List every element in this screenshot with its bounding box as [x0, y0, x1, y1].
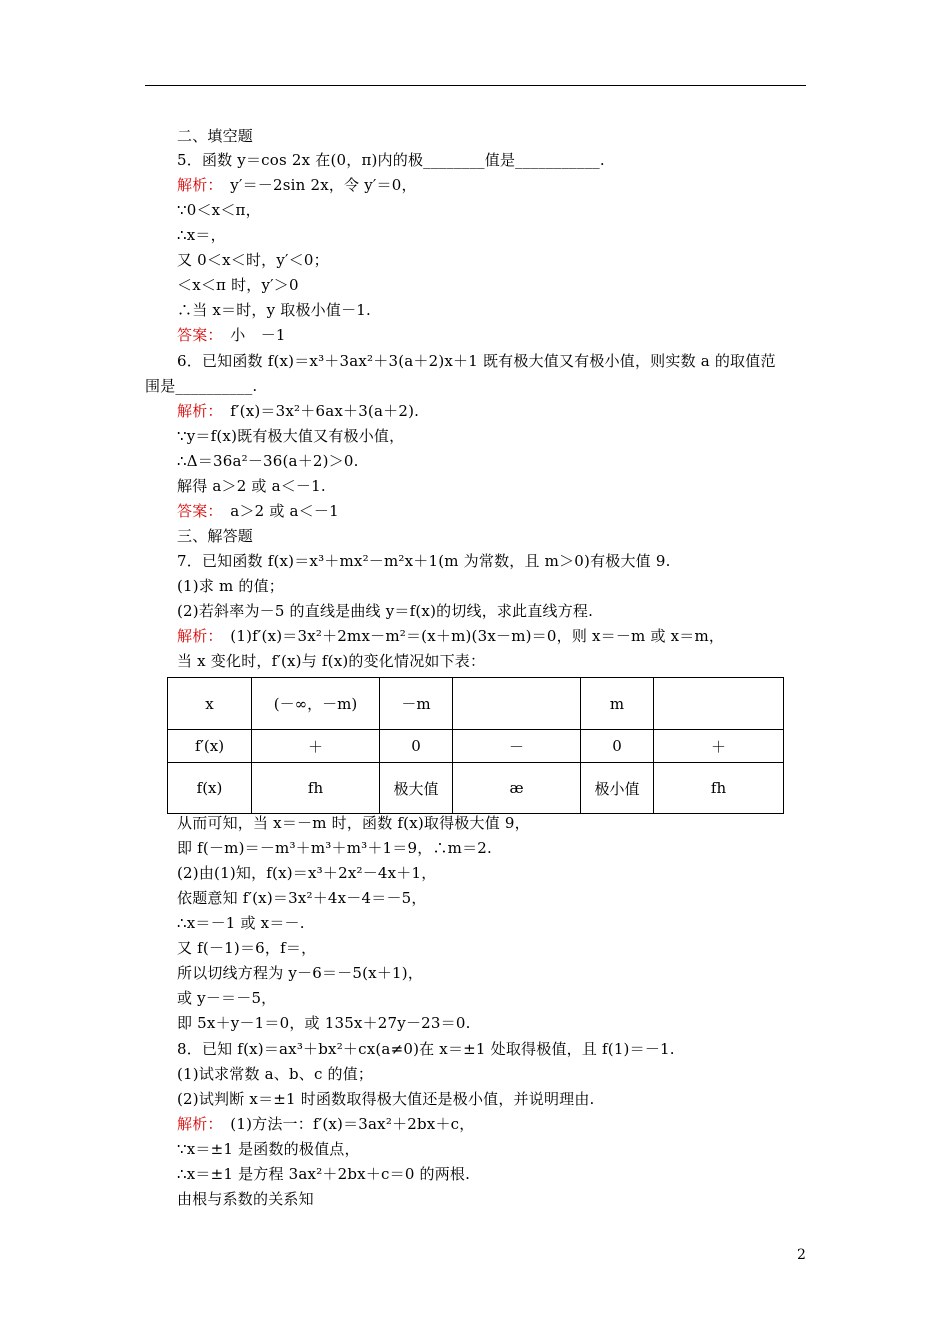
label-red: 答案：: [177, 326, 216, 344]
text-line: [177, 651, 485, 671]
table-cell: æ: [453, 763, 581, 814]
label-red: 答案：: [177, 502, 216, 520]
table-cell: ＋: [252, 730, 380, 763]
text-line: [177, 1013, 471, 1033]
text-line: [177, 626, 724, 646]
line-text: ∴x＝±1 是方程 3ax²＋2bx＋c＝0 的两根.: [177, 1165, 471, 1183]
text-line: [177, 501, 339, 521]
text-line: [177, 351, 776, 371]
text-line: [177, 451, 359, 471]
line-text: (1)试求常数 a、b、c 的值；: [177, 1065, 374, 1083]
line-text: 又 0＜x＜时，y′＜0；: [177, 251, 329, 269]
line-text: 二、填空题: [177, 127, 254, 145]
text-line: [177, 988, 276, 1008]
line-text: 又 f(－1)＝6，f＝，: [177, 939, 317, 957]
line-text: a＞2 或 a＜－1: [215, 502, 339, 520]
text-line: [177, 551, 671, 571]
text-line: [177, 426, 404, 446]
text-line: [177, 1039, 675, 1059]
line-text: 围是__________.: [145, 377, 258, 395]
line-text: ∴x＝，: [177, 226, 226, 244]
table-cell: 0: [380, 730, 453, 763]
line-text: ∵x＝±1 是函数的极值点，: [177, 1140, 360, 1158]
table-cell: f(x): [168, 763, 252, 814]
text-line: [177, 225, 226, 245]
text-line: [177, 200, 261, 220]
page-number: 2: [797, 1247, 806, 1263]
text-line: [145, 376, 257, 396]
text-line: [177, 401, 419, 421]
line-text: ∴Δ＝36a²－36(a＋2)＞0.: [177, 452, 359, 470]
line-text: 7．已知函数 f(x)＝x³＋mx²－m²x＋1(m 为常数，且 m＞0)有极大值 9.: [177, 552, 671, 570]
line-text: 从而可知，当 x＝－m 时，函数 f(x)取得极大值 9，: [177, 814, 530, 832]
line-text: ＜x＜π 时，y′＞0: [177, 276, 299, 294]
table-cell: ＋: [654, 730, 784, 763]
line-text: 6．已知函数 f(x)＝x³＋3ax²＋3(a＋2)x＋1 既有极大值又有极小值，则实数 a 的取值范: [177, 352, 776, 370]
line-text: 即 5x＋y－1＝0，或 135x＋27y－23＝0.: [177, 1014, 471, 1032]
line-text: 解得 a＞2 或 a＜－1.: [177, 477, 326, 495]
table-cell: x: [168, 678, 252, 730]
line-text: (2)由(1)知，f(x)＝x³＋2x²－4x＋1，: [177, 864, 437, 882]
table-cell: 极大值: [380, 763, 453, 814]
text-line: [177, 1089, 595, 1109]
text-line: [177, 175, 417, 195]
text-line: [177, 150, 605, 170]
variation-table: [167, 677, 784, 814]
text-line: [177, 576, 284, 596]
table-cell: fh: [252, 763, 380, 814]
line-text: ∵0＜x＜π，: [177, 201, 261, 219]
text-line: [177, 126, 253, 146]
table-cell: [654, 678, 784, 730]
line-text: 或 y－＝－5，: [177, 989, 277, 1007]
header-rule: [145, 85, 806, 86]
label-red: 解析：: [177, 402, 216, 420]
label-red: 解析：: [177, 1115, 216, 1133]
text-line: [177, 300, 371, 320]
line-text: 小 －1: [215, 326, 286, 344]
line-text: ∵y＝f(x)既有极大值又有极小值，: [177, 427, 405, 445]
label-red: 解析：: [177, 627, 216, 645]
line-text: (1)方法一：f′(x)＝3ax²＋2bx＋c，: [215, 1115, 475, 1133]
table-cell: 极小值: [581, 763, 654, 814]
text-line: [177, 1164, 470, 1184]
table-cell: －m: [380, 678, 453, 730]
line-text: 5．函数 y＝cos 2x 在(0，π)内的极________值是___________.: [177, 151, 605, 169]
text-line: [177, 813, 530, 833]
text-line: [177, 938, 316, 958]
text-line: [177, 963, 423, 983]
table-cell: (－∞，－m): [252, 678, 380, 730]
line-text: (2)试判断 x＝±1 时函数取得极大值还是极小值，并说明理由.: [177, 1090, 595, 1108]
text-line: [177, 1139, 360, 1159]
line-text: 三、解答题: [177, 527, 254, 545]
text-line: [177, 526, 253, 546]
table-cell: f′(x): [168, 730, 252, 763]
text-line: [177, 1064, 373, 1084]
text-line: [177, 913, 305, 933]
line-text: ∴当 x＝时，y 取极小值－1.: [177, 301, 371, 319]
text-line: [177, 601, 593, 621]
line-text: y′＝－2sin 2x，令 y′＝0，: [215, 176, 417, 194]
table-cell: [453, 678, 581, 730]
table-cell: －: [453, 730, 581, 763]
line-text: f′(x)＝3x²＋6ax＋3(a＋2).: [215, 402, 420, 420]
table-cell: fh: [654, 763, 784, 814]
text-line: [177, 838, 492, 858]
line-text: 8．已知 f(x)＝ax³＋bx²＋cx(a≠0)在 x＝±1 处取得极值，且 f(1)＝－1.: [177, 1040, 675, 1058]
line-text: (1)f′(x)＝3x²＋2mx－m²＝(x＋m)(3x－m)＝0，则 x＝－m 或 x＝m，: [215, 627, 725, 645]
line-text: (2)若斜率为－5 的直线是曲线 y＝f(x)的切线，求此直线方程.: [177, 602, 594, 620]
table-row: [168, 678, 784, 730]
label-red: 解析：: [177, 176, 216, 194]
text-line: [177, 275, 299, 295]
line-text: 依题意知 f′(x)＝3x²＋4x－4＝－5，: [177, 889, 427, 907]
line-text: 即 f(－m)＝－m³＋m³＋m³＋1＝9，∴m＝2.: [177, 839, 492, 857]
table-row: [168, 763, 784, 814]
line-text: 由根与系数的关系知: [177, 1190, 314, 1208]
table-cell: m: [581, 678, 654, 730]
text-line: [177, 863, 436, 883]
line-text: (1)求 m 的值；: [177, 577, 285, 595]
text-line: [177, 476, 326, 496]
table-cell: 0: [581, 730, 654, 763]
text-line: [177, 325, 286, 345]
text-line: [177, 888, 427, 908]
table-row: [168, 730, 784, 763]
text-line: [177, 250, 329, 270]
line-text: 所以切线方程为 y－6＝－5(x＋1)，: [177, 964, 424, 982]
text-line: [177, 1114, 474, 1134]
line-text: ∴x＝－1 或 x＝－.: [177, 914, 305, 932]
text-line: [177, 1189, 314, 1209]
line-text: 当 x 变化时，f′(x)与 f(x)的变化情况如下表：: [177, 652, 486, 670]
